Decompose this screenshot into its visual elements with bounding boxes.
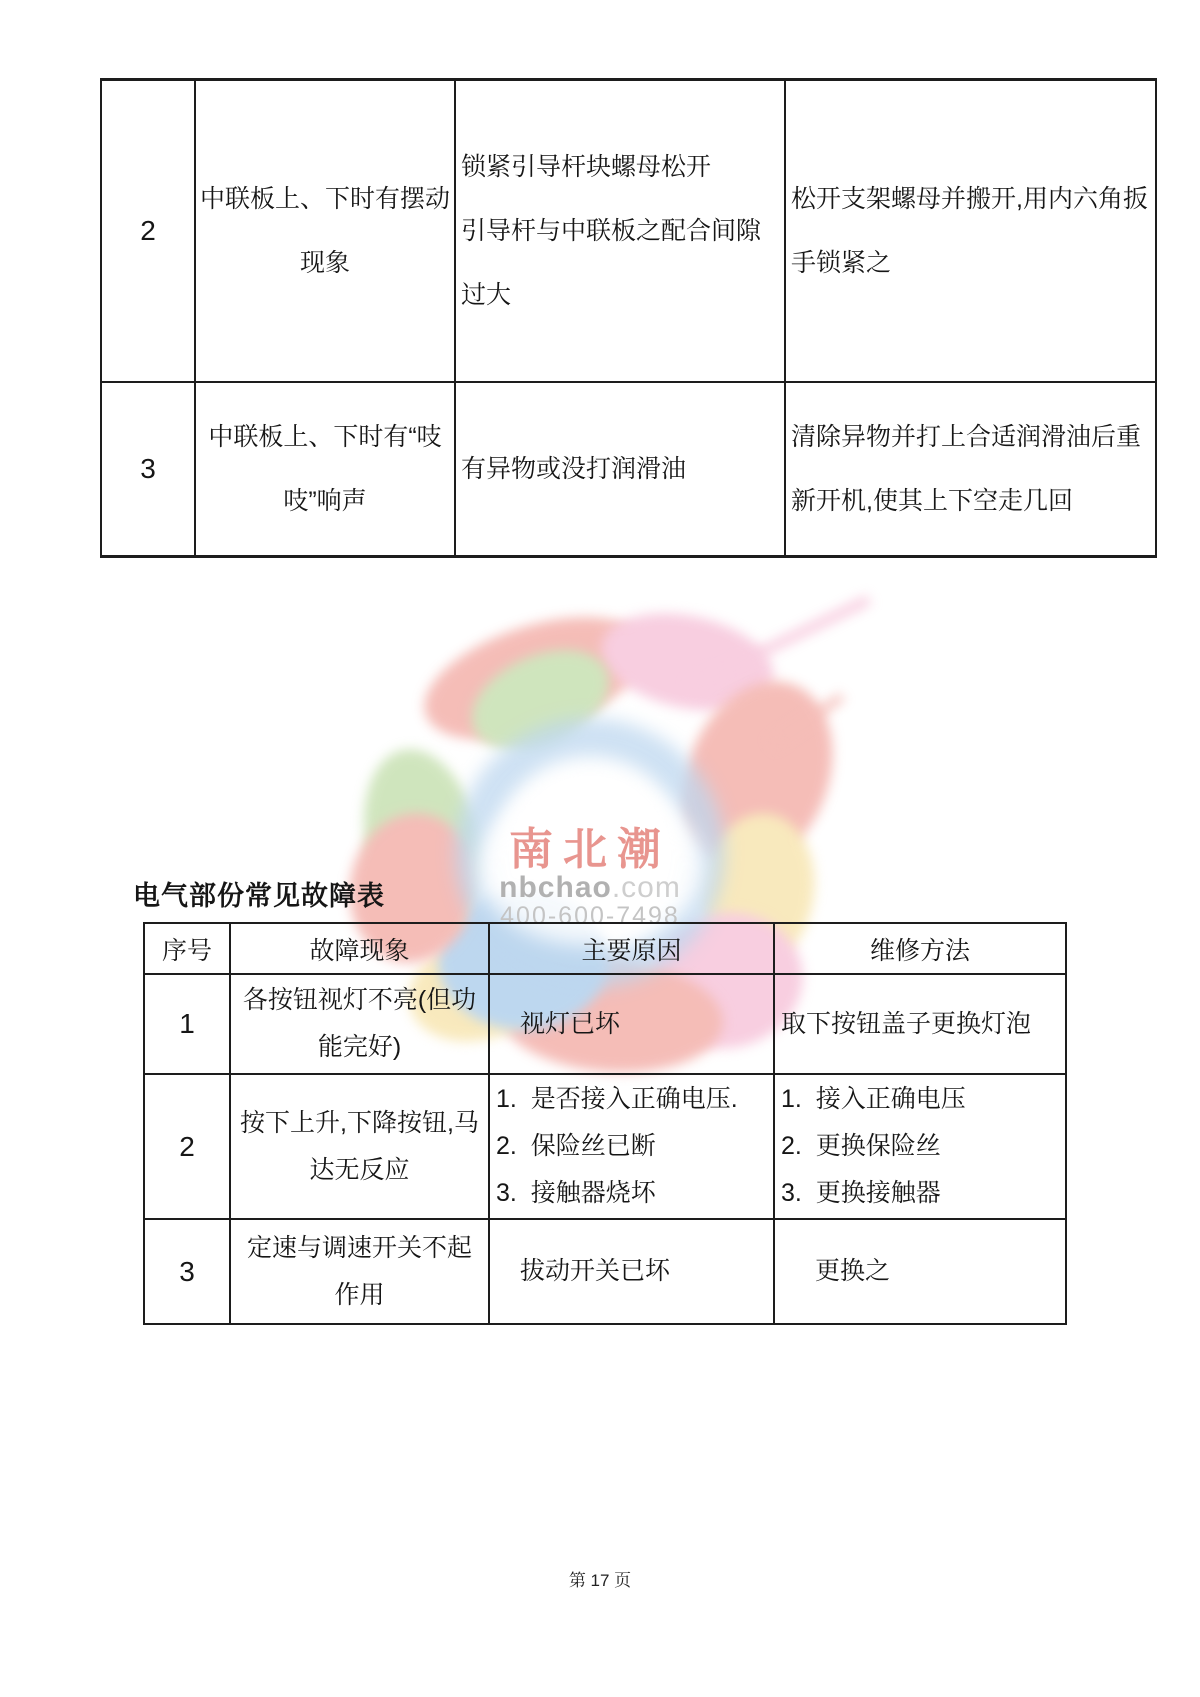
header-row bbox=[144, 923, 1066, 974]
cell-line: 2. 保险丝已断 bbox=[496, 1132, 656, 1160]
table-row bbox=[144, 1219, 1066, 1324]
cell-line: 作用 bbox=[334, 1280, 385, 1309]
electrical-fault-table bbox=[143, 922, 1067, 1325]
watermark-domain-suffix: .com bbox=[611, 871, 681, 904]
cell-line: 能完好) bbox=[317, 1033, 402, 1061]
cell-line: 中联板上、下时有摆动 bbox=[199, 185, 450, 213]
cell-line: 1. 是否接入正确电压. bbox=[496, 1085, 738, 1113]
cause-cell bbox=[489, 1074, 774, 1219]
symptom-cell bbox=[195, 382, 455, 557]
watermark-domain bbox=[350, 873, 830, 903]
cause-cell bbox=[489, 1219, 774, 1324]
cell-line: 各按钮视灯不亮(但功 bbox=[242, 986, 477, 1014]
row-number-cell: 3 bbox=[101, 382, 195, 557]
cell-line: 手锁紧之 bbox=[791, 249, 892, 277]
cell-line: 2. 更换保险丝 bbox=[781, 1132, 941, 1160]
fix-cell bbox=[774, 974, 1066, 1074]
cell-line: 1. 接入正确电压 bbox=[781, 1085, 966, 1113]
column-header: 维修方法 bbox=[774, 923, 1066, 974]
cause-cell bbox=[455, 80, 785, 383]
cell-line: 有异物或没打润滑油 bbox=[461, 455, 687, 483]
row-number-cell: 3 bbox=[144, 1219, 230, 1324]
row-number-cell: 2 bbox=[144, 1074, 230, 1219]
fix-cell bbox=[774, 1219, 1066, 1324]
column-header: 序号 bbox=[144, 923, 230, 974]
cell-line: 按下上升,下降按钮,马 bbox=[240, 1108, 479, 1137]
fix-cell bbox=[774, 1074, 1066, 1219]
watermark-domain-name: nbchao bbox=[499, 871, 612, 904]
watermark-text bbox=[350, 827, 830, 930]
electrical-table-title: 电气部份常见故障表 bbox=[133, 881, 385, 911]
cell-line: 吱”响声 bbox=[283, 487, 367, 515]
cell-line: 达无反应 bbox=[309, 1155, 410, 1184]
mechanical-fault-table bbox=[100, 78, 1157, 558]
cell-line: 视灯已坏 bbox=[520, 1009, 621, 1038]
cell-line: 3. 接触器烧坏 bbox=[496, 1179, 656, 1207]
cell-line: 定速与调速开关不起 bbox=[246, 1233, 472, 1262]
cell-line: 拔动开关已坏 bbox=[520, 1257, 671, 1285]
cell-line: 3. 更换接触器 bbox=[781, 1179, 941, 1207]
fix-cell bbox=[785, 80, 1156, 383]
cell-line: 取下按钮盖子更换灯泡 bbox=[781, 1009, 1032, 1038]
table-row bbox=[101, 80, 1156, 383]
cell-line: 锁紧引导杆块螺母松开 bbox=[461, 153, 712, 181]
symptom-cell bbox=[230, 1074, 489, 1219]
cell-line: 松开支架螺母并搬开,用内六角扳 bbox=[791, 185, 1148, 213]
symptom-cell bbox=[230, 974, 489, 1074]
column-header: 主要原因 bbox=[489, 923, 774, 974]
row-number-cell: 1 bbox=[144, 974, 230, 1074]
cell-line: 新开机,使其上下空走几回 bbox=[791, 487, 1073, 515]
cell-line: 引导杆与中联板之配合间隙 bbox=[461, 217, 762, 245]
fix-cell bbox=[785, 382, 1156, 557]
cause-cell bbox=[455, 382, 785, 557]
page-number: 第 17 页 bbox=[568, 1571, 632, 1590]
symptom-cell bbox=[195, 80, 455, 383]
watermark-title: 南北潮 bbox=[509, 825, 671, 874]
cell-line: 过大 bbox=[461, 281, 512, 309]
cell-line: 更换之 bbox=[815, 1257, 891, 1285]
table-row bbox=[144, 1074, 1066, 1219]
cell-line: 中联板上、下时有“吱 bbox=[208, 423, 442, 451]
column-header: 故障现象 bbox=[230, 923, 489, 974]
cause-cell bbox=[489, 974, 774, 1074]
cell-line: 清除异物并打上合适润滑油后重 bbox=[791, 423, 1142, 451]
table-row bbox=[101, 382, 1156, 557]
symptom-cell bbox=[230, 1219, 489, 1324]
watermark-phone: 400-600-7498 bbox=[500, 902, 680, 930]
row-number-cell: 2 bbox=[101, 80, 195, 383]
cell-line: 现象 bbox=[299, 249, 350, 277]
table-row bbox=[144, 974, 1066, 1074]
